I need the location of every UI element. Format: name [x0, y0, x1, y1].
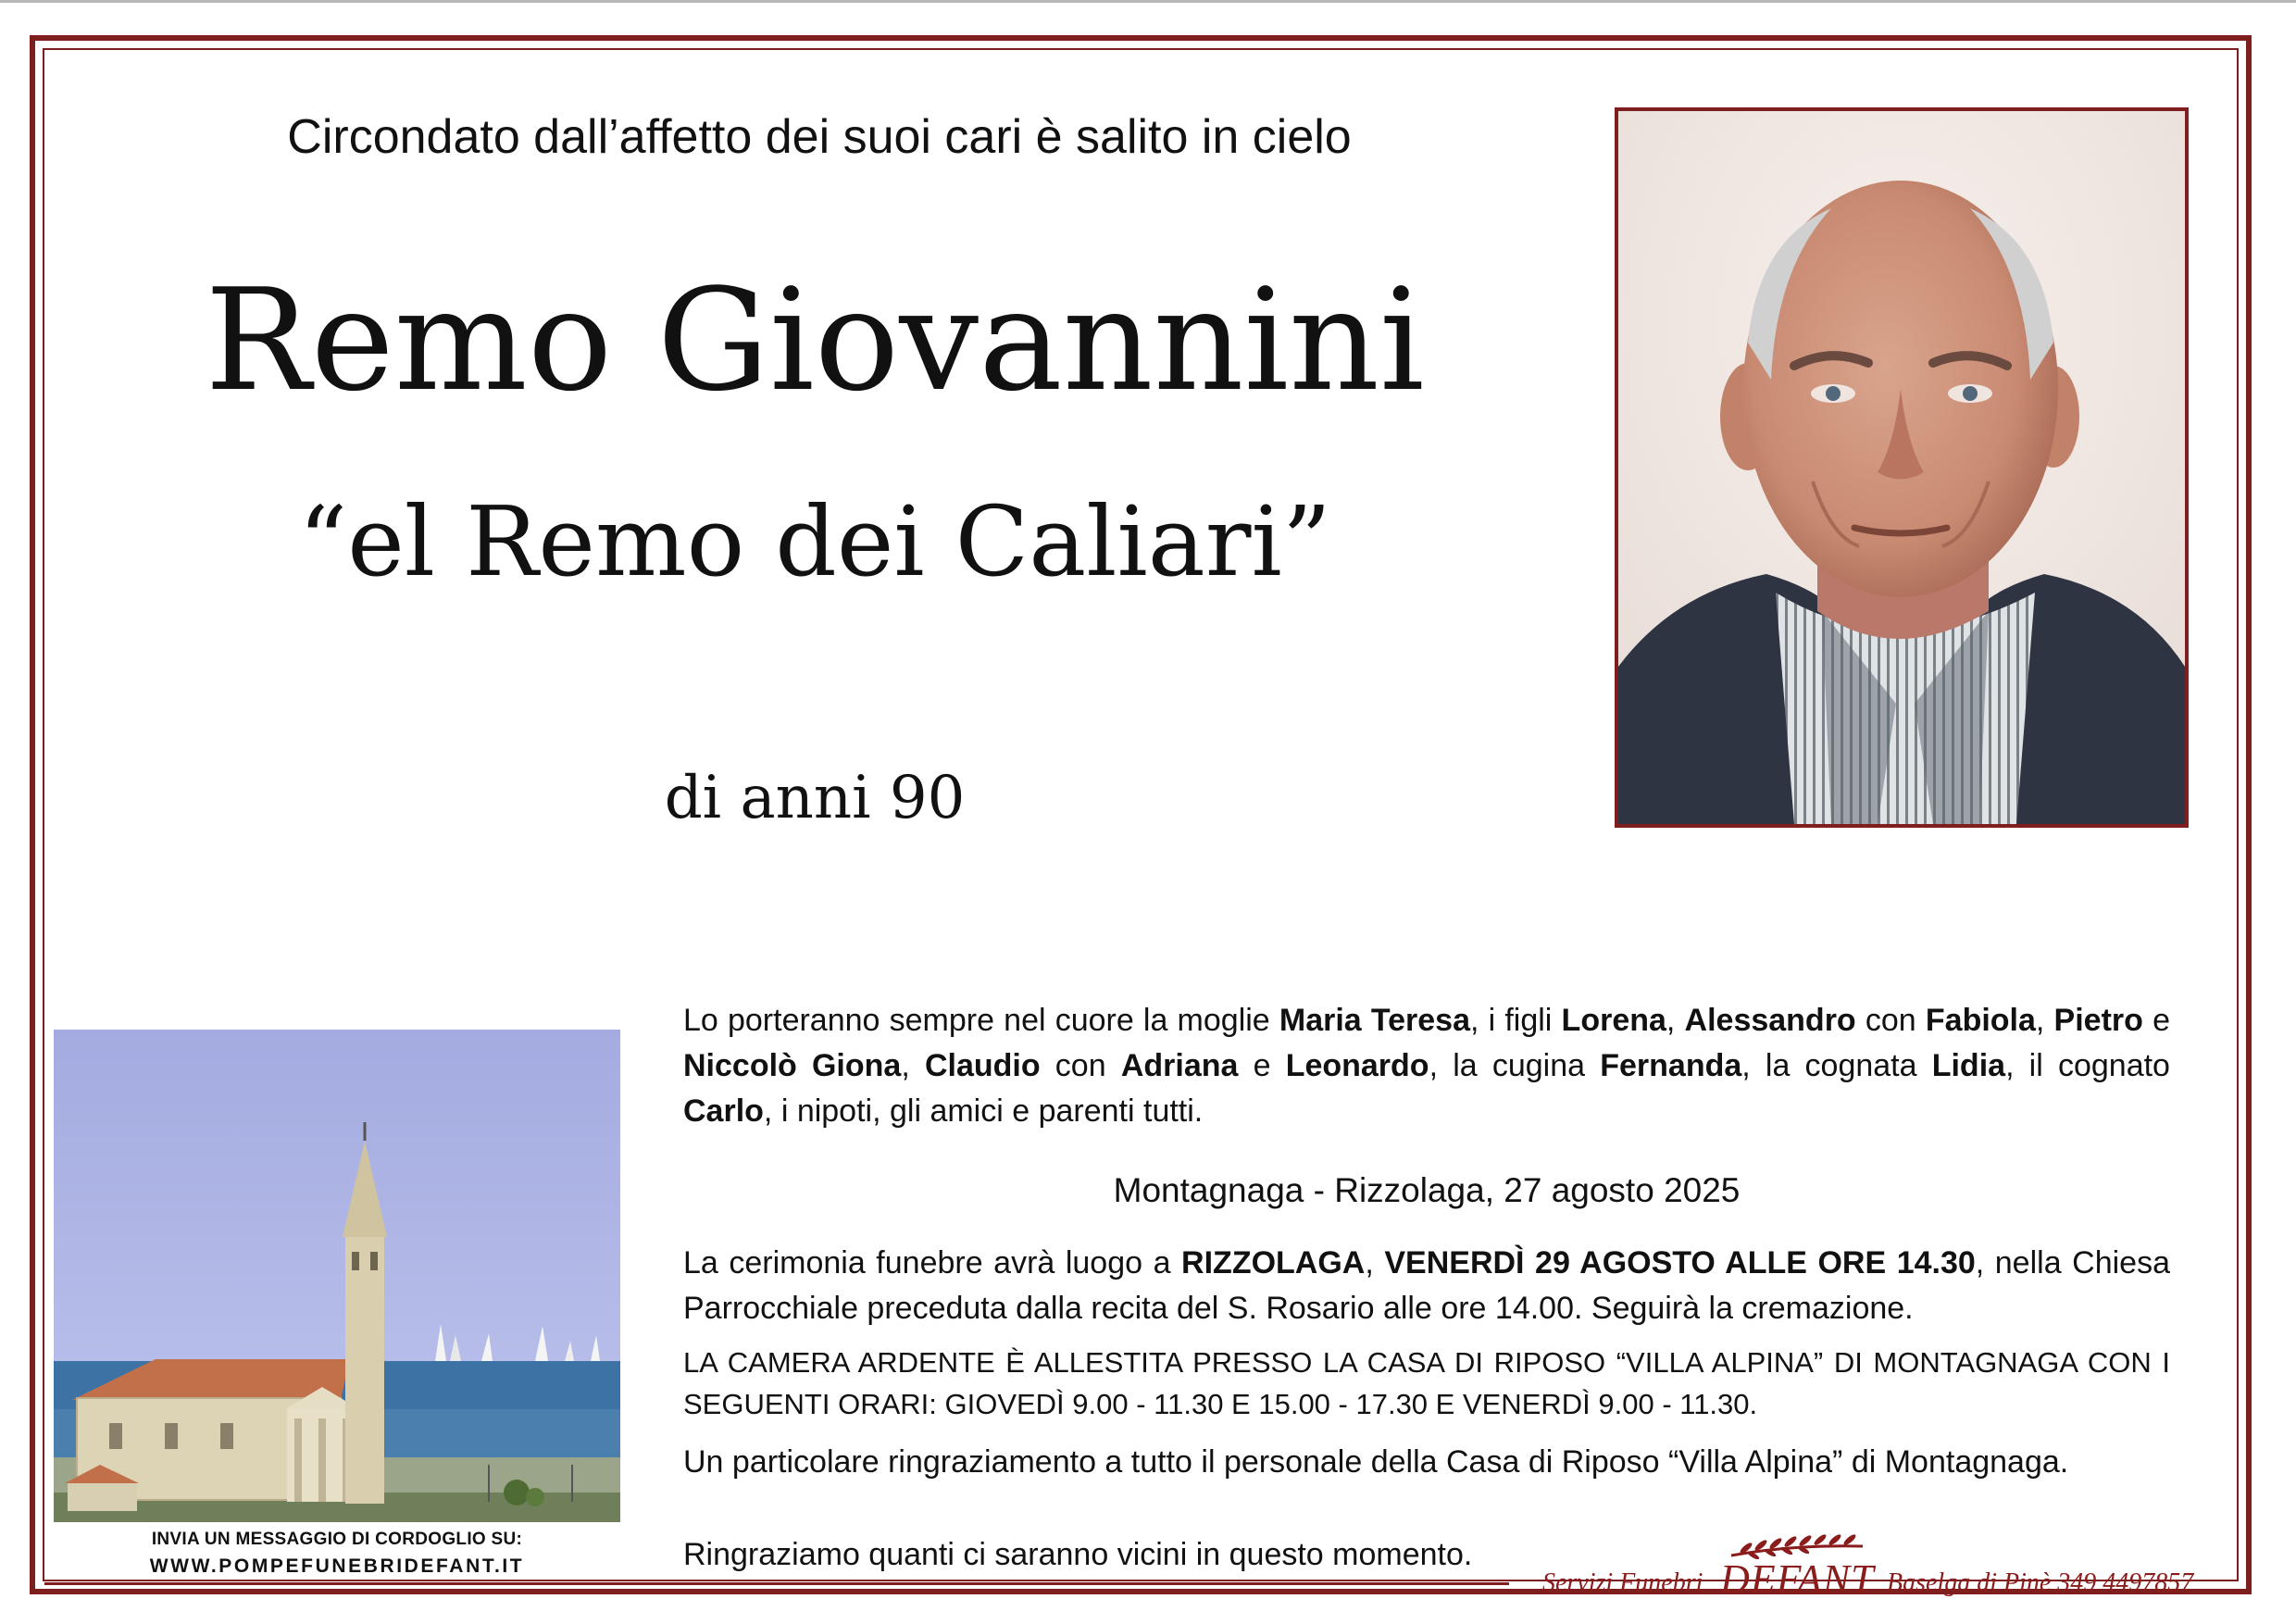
- family-name-bold: Lidia: [1931, 1048, 2006, 1083]
- family-name-bold: Adriana: [1120, 1048, 1239, 1083]
- text-segment: e: [2142, 1003, 2170, 1038]
- thanks-paragraph: Un particolare ringraziamento a tutto il personale della Casa di Riposo “Villa Alpina” di Montagnaga.: [683, 1444, 2069, 1480]
- text-segment: con: [1855, 1003, 1926, 1038]
- text-segment: Lo porteranno sempre nel cuore la moglie: [683, 1003, 1279, 1038]
- text-segment: , nella Chiesa Parrocchiale preceduta dalla recita del S. Rosario alle ore 14.00. Seguirà la cremazione.: [683, 1245, 2170, 1326]
- text-segment: ,: [901, 1048, 925, 1083]
- nickname: “el Remo dei Caliari”: [298, 485, 1331, 598]
- chapel-paragraph: LA CAMERA ARDENTE È ALLESTITA PRESSO LA CASA DI RIPOSO “VILLA ALPINA” DI MONTAGNAGA CON I SEGUENTI ORARI: GIOVEDÌ 9.00 - 11.30 E 15.00 - 17.30 E VENERDÌ 9.00 - 11.30.: [683, 1346, 2170, 1420]
- portrait-photo: [1615, 107, 2189, 828]
- family-name-bold: Leonardo: [1285, 1048, 1429, 1083]
- text-segment: La cerimonia funebre avrà luogo a: [683, 1245, 1182, 1280]
- text-segment: ,: [2035, 1003, 2054, 1038]
- ceremony-paragraph: [683, 1241, 2170, 1331]
- text-segment: con: [1040, 1048, 1121, 1083]
- text-segment: , la cognata: [1741, 1048, 1932, 1083]
- family-name-bold: Alessandro: [1684, 1003, 1856, 1038]
- condolence-label: INVIA UN MESSAGGIO DI CORDOGLIO SU:: [151, 1530, 523, 1549]
- condolence-website-link[interactable]: WWW.POMPEFUNEBRIDEFANT.IT: [149, 1555, 525, 1577]
- text-segment: e: [1238, 1048, 1286, 1083]
- footer-rule: [44, 1582, 1509, 1585]
- closing-paragraph: Ringraziamo quanti ci saranno vicini in questo momento.: [683, 1537, 1473, 1572]
- top-rule: [0, 0, 2296, 3]
- family-name-bold: Niccolò Giona: [683, 1048, 902, 1083]
- deceased-name: Remo Giovannini: [205, 258, 1425, 422]
- family-name-bold: Fernanda: [1600, 1048, 1742, 1083]
- portrait-illustration: [1618, 111, 2185, 824]
- text-segment: , il cognato: [2005, 1048, 2170, 1083]
- family-paragraph: [683, 998, 2170, 1134]
- text-segment: , la cugina: [1429, 1048, 1601, 1083]
- family-name-bold: Fabiola: [1925, 1003, 2036, 1038]
- family-name-bold: Maria Teresa: [1279, 1003, 1470, 1038]
- text-segment: , i figli: [1470, 1003, 1562, 1038]
- church-seaside-photo: [54, 1030, 620, 1522]
- family-name-bold: VENERDÌ 29 AGOSTO ALLE ORE 14.30: [1384, 1245, 1976, 1280]
- family-name-bold: Carlo: [683, 1093, 764, 1129]
- text-segment: ,: [1666, 1003, 1685, 1038]
- family-name-bold: Pietro: [2053, 1003, 2143, 1038]
- church-illustration: [54, 1030, 620, 1522]
- family-name-bold: Claudio: [924, 1048, 1041, 1083]
- condolence-notice: [54, 1528, 620, 1581]
- text-segment: ,: [1365, 1245, 1385, 1280]
- brand-name: DEFANT: [1720, 1556, 1875, 1602]
- intro-text: Circondato dall’affetto dei suoi cari è salito in cielo: [287, 110, 1352, 164]
- funeral-home-brand: [1537, 1546, 2213, 1602]
- place-date: Montagnaga - Rizzolaga, 27 agosto 2025: [1113, 1171, 1741, 1209]
- age-text: di anni 90: [664, 764, 966, 832]
- family-name-bold: Lorena: [1561, 1003, 1666, 1038]
- brand-service: Servizi Funebri: [1542, 1568, 1703, 1597]
- family-name-bold: RIZZOLAGA: [1181, 1245, 1366, 1280]
- brand-location-phone: Baselga di Pinè 349 4497857: [1887, 1568, 2194, 1597]
- text-segment: , i nipoti, gli amici e parenti tutti.: [763, 1093, 1204, 1129]
